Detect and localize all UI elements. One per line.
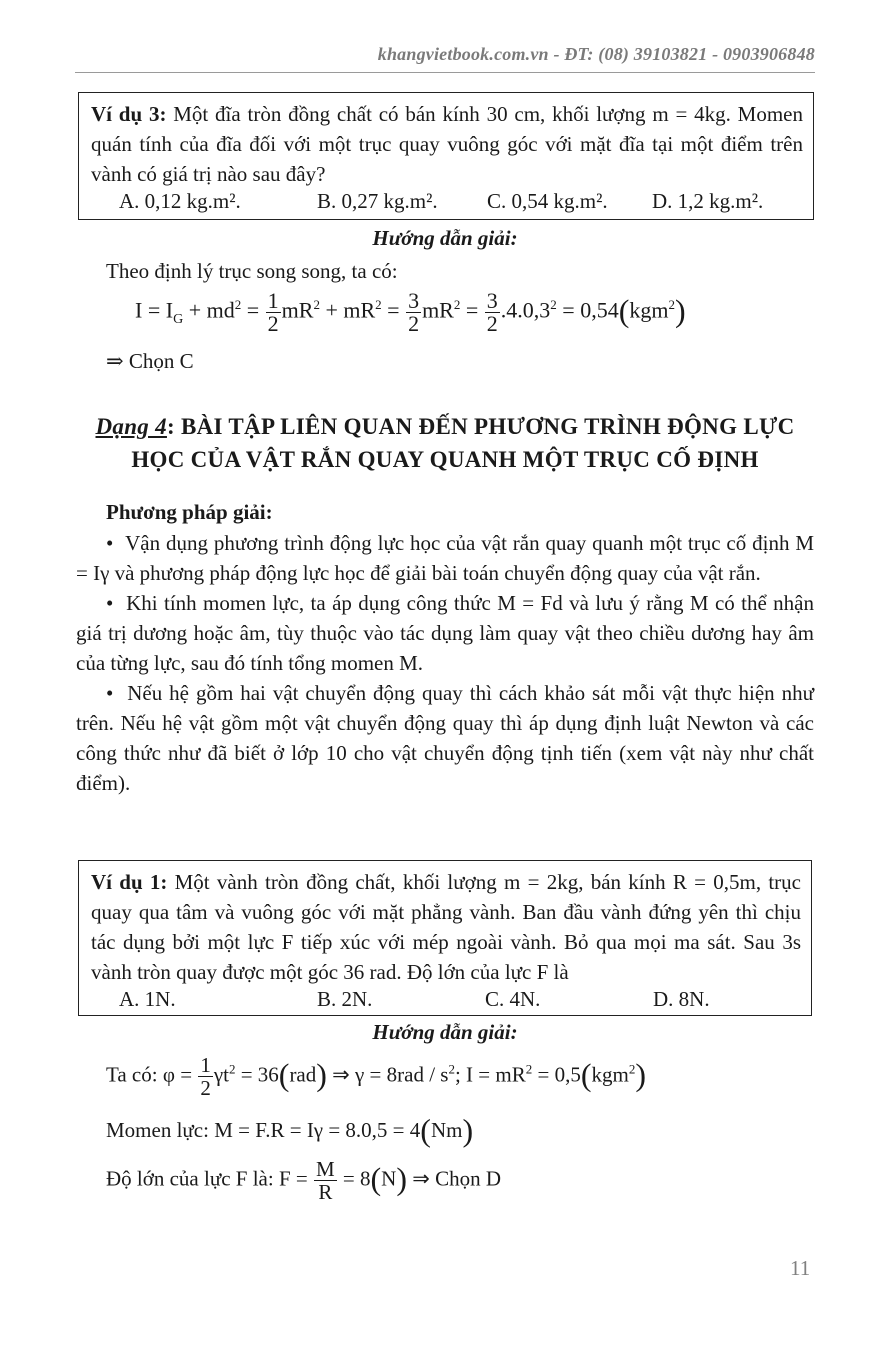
s1-line2-unit: Nm [430, 1118, 463, 1142]
f-p6: mR [422, 297, 454, 323]
s1-line2-paren-close: ) [462, 1112, 474, 1148]
method-bullet-3-text: Nếu hệ gồm hai vật chuyển động quay thì cách khảo sát mỗi vật thực hiện như trên. Nếu hệ vật gồm một vật chuyển động quay thì áp dụng định luật Newton và các công thức như đã biết ở lớp 10 cho vật chuyển động tịnh tiến (xem vật này như chất điểm). [76, 681, 814, 795]
example-3-box [78, 92, 814, 220]
example-3-options [91, 189, 803, 214]
method-bullets [76, 528, 814, 798]
solution-1-line-1 [106, 1054, 646, 1099]
s1-sq4: 2 [628, 1061, 636, 1077]
s1-paren-close-1: ) [316, 1056, 327, 1093]
f-paren-open: ( [618, 292, 630, 329]
option-d: D. 1,2 kg.m². [652, 189, 764, 213]
option-b: B. 0,27 kg.m². [317, 189, 438, 213]
solution-3-formula [135, 290, 686, 335]
s1-line3-frac [314, 1158, 337, 1203]
method-heading: Phương pháp giải: [106, 500, 273, 524]
solution-3-heading: Hướng dẫn giải: [372, 226, 518, 250]
section-title-line-1 [75, 410, 815, 443]
option-a: A. 1N. [119, 987, 176, 1011]
option-d: D. 8N. [653, 987, 710, 1011]
f-p7: = [460, 297, 484, 323]
s1-g: kgm [591, 1062, 629, 1087]
method-bullet-1-text: Vận dụng phương trình động lực học của vật rắn quay quanh một trục cố định M = Iγ và phương pháp động lực học để giải bài toán chuyển động quay của vật rắn. [76, 531, 814, 585]
f-sq1: 2 [234, 297, 242, 313]
s1-num: 1 [200, 1053, 211, 1077]
s1-d: ⇒ γ = 8rad / s [326, 1062, 449, 1087]
s1-den: 2 [200, 1076, 211, 1100]
f-lhs: I = I [135, 297, 174, 323]
solution-1-line-3 [106, 1158, 501, 1203]
f-p2: = [241, 297, 265, 323]
s1-line3-paren-open: ( [370, 1160, 382, 1197]
f-frac-three [406, 290, 421, 335]
method-bullet-1 [76, 528, 814, 588]
s1-sq3: 2 [525, 1061, 533, 1077]
s1-line3-suffix: ⇒ Chọn D [407, 1166, 502, 1191]
s1-e: ; I = mR [454, 1062, 526, 1087]
s1-a: γt [213, 1062, 229, 1087]
section-prefix: Dạng 4 [95, 414, 167, 439]
f-frac-half [266, 290, 281, 335]
f-sq3: 2 [375, 297, 382, 313]
option-a: A. 0,12 kg.m². [119, 189, 241, 213]
example-1-label: Ví dụ 1: [91, 870, 168, 894]
f-p8: .4.0,3 [500, 297, 551, 323]
f-calc-num: 3 [486, 288, 498, 313]
section-title-text-1: : BÀI TẬP LIÊN QUAN ĐẾN PHƯƠNG TRÌNH ĐỘNG LỰC [166, 414, 795, 439]
option-c: C. 0,54 kg.m². [487, 189, 608, 213]
example-1-box [78, 860, 812, 1016]
f-p5: = [381, 297, 406, 323]
s1-paren-close-2: ) [635, 1056, 646, 1093]
s1-paren-open-2: ( [580, 1056, 592, 1093]
f-p9: = 0,54 [556, 297, 619, 323]
method-bullet-3 [76, 678, 814, 798]
f-three-den: 2 [408, 311, 420, 336]
option-b: B. 2N. [317, 987, 373, 1011]
f-three-num: 3 [408, 288, 420, 313]
s1-line3-den: R [318, 1180, 333, 1204]
f-frac-calc [485, 290, 500, 335]
example-1-options [91, 987, 801, 1012]
s1-paren-open-1: ( [278, 1056, 290, 1093]
f-p1: + md [183, 297, 235, 323]
example-3-question [91, 99, 803, 189]
method-bullet-2-text: Khi tính momen lực, ta áp dụng công thức M = Fd và lưu ý rằng M có thể nhận giá trị dương hoặc âm, tùy thuộc vào tác dụng làm quay vật theo chiều dương hay âm của từng lực, sau đó tính tổng momen M. [76, 591, 815, 675]
section-title-line-2: HỌC CỦA VẬT RẮN QUAY QUANH MỘT TRỤC CỐ ĐỊNH [131, 447, 759, 472]
f-p4: + mR [319, 297, 376, 323]
f-calc-den: 2 [486, 311, 498, 336]
f-half-den: 2 [267, 311, 279, 336]
s1-line3-mid: = 8 [337, 1166, 371, 1191]
solution-1-line-2 [106, 1112, 473, 1149]
s1-c: rad [289, 1062, 317, 1087]
s1-f: = 0,5 [532, 1062, 581, 1087]
example-3-label: Ví dụ 3: [91, 102, 167, 126]
f-paren-close: ) [674, 292, 686, 329]
s1-sq1: 2 [228, 1061, 236, 1077]
bullet-dot-icon: • [106, 531, 126, 555]
s1-b: = 36 [235, 1062, 279, 1087]
s1-line3-prefix: Độ lớn của lực F là: F = [106, 1166, 313, 1191]
s1-line3-num: M [315, 1157, 335, 1181]
solution-3-answer: ⇒ Chọn C [106, 349, 194, 373]
s1-line2-prefix: Momen lực: M = F.R = Iγ = 8.0,5 = 4 [106, 1118, 421, 1142]
f-half-num: 1 [267, 288, 279, 313]
page-header: khangvietbook.com.vn - ĐT: (08) 39103821 - 0903906848 [377, 44, 815, 64]
example-3-text: Một đĩa tròn đồng chất có bán kính 30 cm, khối lượng m = 4kg. Momen quán tính của đĩa đối với một trục quay vuông góc với mặt đĩa tại một điểm trên vành có giá trị nào sau đây? [91, 102, 803, 186]
s1-line3-unit: N [381, 1166, 397, 1191]
solution-3-intro: Theo định lý trục song song, ta có: [106, 259, 398, 283]
bullet-dot-icon: • [106, 681, 128, 705]
s1-sq2: 2 [448, 1061, 455, 1077]
bullet-dot-icon: • [106, 591, 127, 615]
method-bullet-2 [76, 588, 814, 678]
header-rule [75, 72, 815, 73]
f-sq5: 2 [550, 297, 557, 313]
solution-1-heading: Hướng dẫn giải: [372, 1020, 518, 1044]
s1-line3-paren-close: ) [396, 1160, 407, 1197]
f-sq2: 2 [313, 297, 320, 313]
page-number: 11 [790, 1256, 811, 1280]
s1-prefix: Ta có: φ = [106, 1062, 198, 1087]
f-sq4: 2 [453, 297, 461, 313]
f-unit: kgm [629, 297, 669, 323]
option-c: C. 4N. [485, 987, 541, 1011]
s1-line2-paren-open: ( [420, 1112, 431, 1148]
section-title [75, 410, 815, 476]
f-sub-g: G [173, 311, 184, 327]
f-sq6: 2 [668, 297, 675, 313]
s1-frac [198, 1054, 213, 1099]
f-p3: mR [281, 297, 314, 323]
example-1-question [91, 867, 801, 987]
example-1-text: Một vành tròn đồng chất, khối lượng m = 2kg, bán kính R = 0,5m, trục quay qua tâm và vuông góc với mặt phẳng vành. Ban đầu vành đứng yên thì chịu tác dụng bởi một lực F tiếp xúc với mép ngoài vành. Bỏ qua mọi ma sát. Sau 3s vành tròn quay được một góc 36 rad. Độ lớn của lực F là [91, 870, 801, 984]
